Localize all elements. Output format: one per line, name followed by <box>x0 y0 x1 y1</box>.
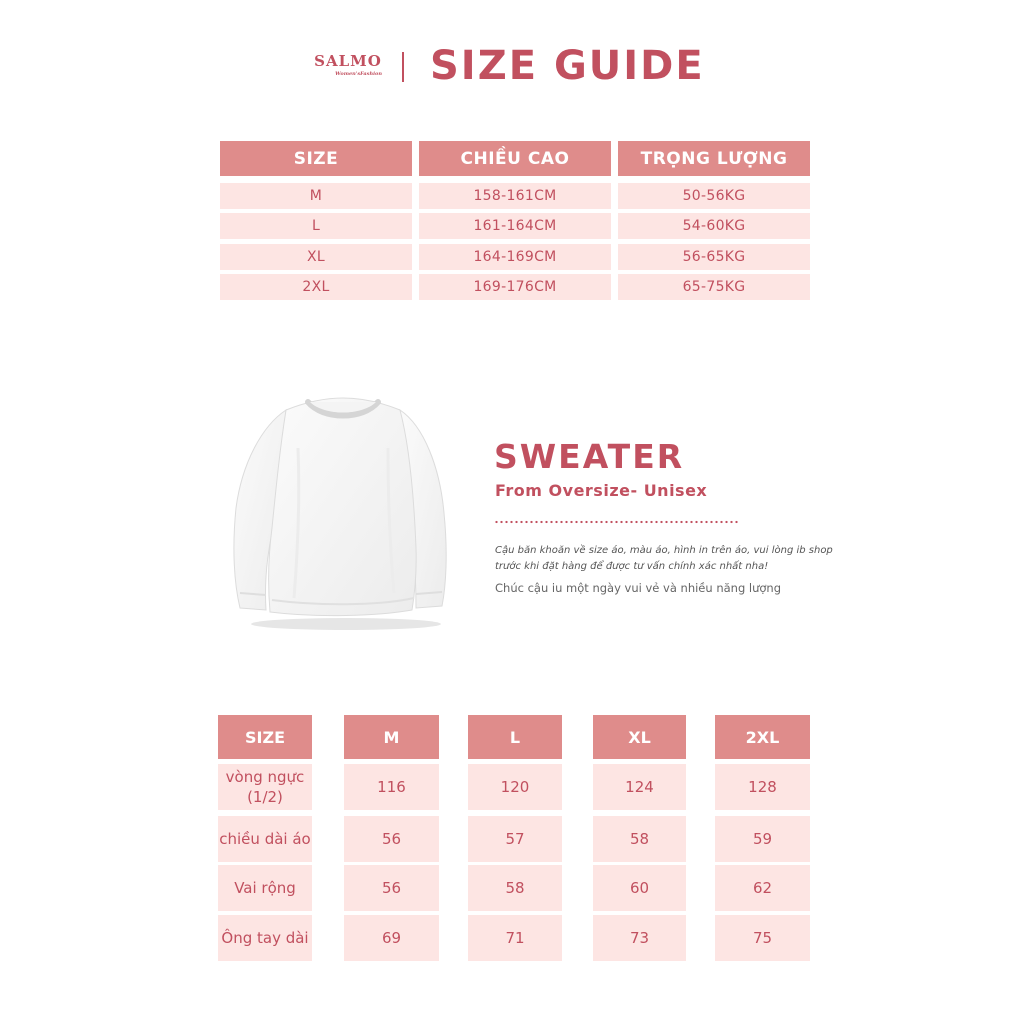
brand-tagline: Women'sFashion <box>335 71 382 77</box>
table-cell: 124 <box>593 764 686 810</box>
dotted-divider <box>494 520 739 524</box>
table-cell: 59 <box>715 816 810 862</box>
table-cell: 69 <box>344 915 439 961</box>
page-title: SIZE GUIDE <box>430 43 705 89</box>
table-cell: 54-60KG <box>618 213 810 239</box>
table-cell: 58 <box>593 816 686 862</box>
product-name: SWEATER <box>494 437 685 476</box>
row-label: vòng ngực (1/2) <box>218 764 312 810</box>
table-cell: 120 <box>468 764 562 810</box>
row-label: chiều dài áo <box>218 816 312 862</box>
table-header-weight: TRỌNG LƯỢNG <box>618 141 810 176</box>
row-label: Vai rộng <box>218 865 312 911</box>
table-cell: M <box>220 183 412 209</box>
table-cell: 56-65KG <box>618 244 810 270</box>
table-header-height: CHIỀU CAO <box>419 141 611 176</box>
table-cell: 73 <box>593 915 686 961</box>
product-subtitle: From Oversize- Unisex <box>495 481 708 500</box>
table-cell: 60 <box>593 865 686 911</box>
table-cell: 164-169CM <box>419 244 611 270</box>
table-cell: 2XL <box>220 274 412 300</box>
brand-name: SALMO <box>314 52 382 70</box>
table-header-size: SIZE <box>218 715 312 759</box>
brand-logo <box>308 52 388 77</box>
header-divider <box>402 52 404 82</box>
table-cell: 128 <box>715 764 810 810</box>
table-header-l: L <box>468 715 562 759</box>
table-header-size: SIZE <box>220 141 412 176</box>
table-header-2xl: 2XL <box>715 715 810 759</box>
white-sweater-image <box>228 388 458 633</box>
table-cell: 71 <box>468 915 562 961</box>
table-cell: XL <box>220 244 412 270</box>
table-header-m: M <box>344 715 439 759</box>
table-cell: 57 <box>468 816 562 862</box>
row-label: Ông tay dài <box>218 915 312 961</box>
table-cell: 56 <box>344 865 439 911</box>
table-cell: L <box>220 213 412 239</box>
table-cell: 65-75KG <box>618 274 810 300</box>
table-cell: 56 <box>344 816 439 862</box>
table-cell: 161-164CM <box>419 213 611 239</box>
table-cell: 75 <box>715 915 810 961</box>
table-cell: 169-176CM <box>419 274 611 300</box>
table-cell: 158-161CM <box>419 183 611 209</box>
greeting-text: Chúc cậu iu một ngày vui vẻ và nhiều năng lượng <box>495 581 782 595</box>
table-cell: 62 <box>715 865 810 911</box>
table-cell: 58 <box>468 865 562 911</box>
table-cell: 50-56KG <box>618 183 810 209</box>
product-note: Cậu băn khoăn về size áo, màu áo, hình in trên áo, vui lòng ib shop trước khi đặt hàng để được tư vấn chính xác nhất nha! <box>495 545 833 572</box>
table-cell: 116 <box>344 764 439 810</box>
table-header-xl: XL <box>593 715 686 759</box>
